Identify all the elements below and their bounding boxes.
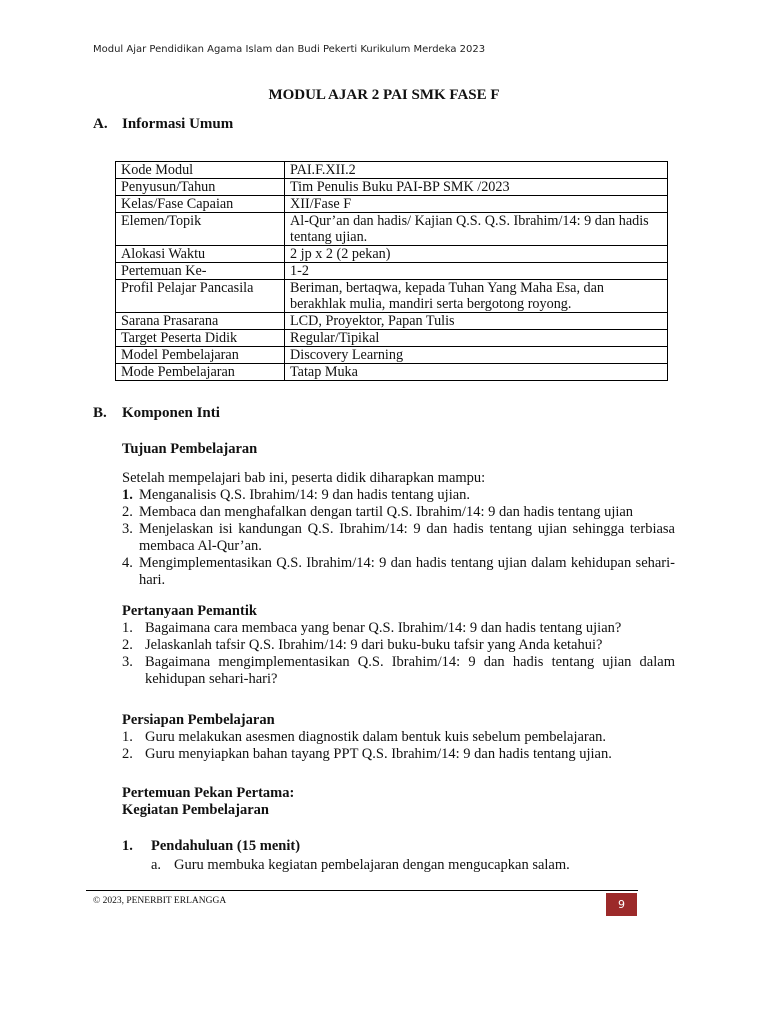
- table-key-cell: Kode Modul: [116, 162, 285, 179]
- kegiatan-heading: Kegiatan Pembelajaran: [122, 802, 269, 818]
- table-key-cell: Kelas/Fase Capaian: [116, 196, 285, 213]
- pertemuan-heading: Pertemuan Pekan Pertama:: [122, 785, 295, 801]
- list-item-text: Bagaimana cara membaca yang benar Q.S. Ibrahim/14: 9 dan hadis tentang ujian?: [145, 620, 622, 636]
- list-item-text: Guru melakukan asesmen diagnostik dalam bentuk kuis sebelum pembelajaran.: [145, 729, 607, 745]
- page-number: 9: [606, 893, 637, 916]
- table-key-cell: Sarana Prasarana: [116, 313, 285, 330]
- table-key-cell: Pertemuan Ke-: [116, 263, 285, 280]
- info-table: [115, 161, 668, 381]
- persiapan-block: [122, 712, 675, 763]
- list-item: 1. Guru melakukan asesmen diagnostik dalam bentuk kuis sebelum pembelajaran.: [122, 729, 675, 746]
- footer-copyright: © 2023, PENERBIT ERLANGGA: [93, 896, 227, 906]
- list-item: 1. Bagaimana cara membaca yang benar Q.S. Ibrahim/14: 9 dan hadis tentang ujian?: [122, 620, 675, 637]
- table-row: [116, 347, 668, 364]
- table-key-cell: Elemen/Topik: [116, 213, 285, 246]
- table-key-cell: Target Peserta Didik: [116, 330, 285, 347]
- list-item-text: Membaca dan menghafalkan dengan tartil Q.S. Ibrahim/14: 9 dan hadis tentang ujian: [139, 504, 634, 520]
- table-row: [116, 179, 668, 196]
- sub-text: Guru membuka kegiatan pembelajaran dengan mengucapkan salam.: [174, 857, 570, 873]
- table-value-cell: 2 jp x 2 (2 pekan): [285, 246, 668, 263]
- table-key-cell: Mode Pembelajaran: [116, 364, 285, 381]
- document-title: MODUL AJAR 2 PAI SMK FASE F: [268, 87, 500, 103]
- pertemuan-block: [122, 785, 675, 819]
- pertanyaan-heading: Pertanyaan Pemantik: [122, 603, 257, 619]
- info-table-body: [116, 162, 668, 381]
- table-value-cell: Regular/Tipikal: [285, 330, 668, 347]
- running-header: Modul Ajar Pendidikan Agama Islam dan Budi Pekerti Kurikulum Merdeka 2023: [93, 44, 486, 55]
- table-row: [116, 330, 668, 347]
- pertanyaan-list: [122, 620, 675, 688]
- table-row: [116, 196, 668, 213]
- tujuan-heading: Tujuan Pembelajaran: [122, 441, 258, 457]
- table-value-cell: Al-Qur’an dan hadis/ Kajian Q.S. Q.S. Ibrahim/14: 9 dan hadis tentang ujian.: [285, 213, 668, 246]
- list-item-text: Mengimplementasikan Q.S. Ibrahim/14: 9 dan hadis tentang ujian dalam kehidupan sehari-hari.: [139, 555, 675, 588]
- table-row: [116, 280, 668, 313]
- table-key-cell: Model Pembelajaran: [116, 347, 285, 364]
- footer-divider: [86, 890, 638, 891]
- list-item-text: Menjelaskan isi kandungan Q.S. Ibrahim/14: 9 dan hadis tentang ujian sehingga terbiasa membaca Al-Qur’an.: [139, 521, 675, 554]
- list-item: 4. Mengimplementasikan Q.S. Ibrahim/14: 9 dan hadis tentang ujian dalam kehidupan sehari-hari.: [122, 555, 675, 588]
- table-value-cell: LCD, Proyektor, Papan Tulis: [285, 313, 668, 330]
- table-row: [116, 162, 668, 179]
- table-key-cell: Profil Pelajar Pancasila: [116, 280, 285, 313]
- table-value-cell: Tatap Muka: [285, 364, 668, 381]
- table-row: [116, 213, 668, 246]
- table-value-cell: PAI.F.XII.2: [285, 162, 668, 179]
- section-b-letter: B.: [93, 405, 107, 421]
- sub-letter: a.: [151, 857, 162, 873]
- list-item-text: Bagaimana mengimplementasikan Q.S. Ibrahim/14: 9 dan hadis tentang ujian dalam kehidupan sehari-hari?: [145, 654, 675, 687]
- table-value-cell: Discovery Learning: [285, 347, 668, 364]
- section-b-title: Komponen Inti: [122, 405, 220, 421]
- table-row: [116, 313, 668, 330]
- table-value-cell: XII/Fase F: [285, 196, 668, 213]
- section-a-title: Informasi Umum: [122, 116, 234, 132]
- tujuan-block: [122, 441, 675, 589]
- section-a-letter: A.: [93, 116, 108, 132]
- list-item: 1. Menganalisis Q.S. Ibrahim/14: 9 dan hadis tentang ujian.: [122, 487, 675, 504]
- list-item: 2. Membaca dan menghafalkan dengan tartil Q.S. Ibrahim/14: 9 dan hadis tentang ujian: [122, 504, 675, 521]
- table-value-cell: Beriman, bertaqwa, kepada Tuhan Yang Maha Esa, dan berakhlak mulia, mandiri serta bergotong royong.: [285, 280, 668, 313]
- list-item: 3. Menjelaskan isi kandungan Q.S. Ibrahim/14: 9 dan hadis tentang ujian sehingga terbiasa membaca Al-Qur’an.: [122, 521, 675, 554]
- step-number: 1.: [122, 838, 133, 854]
- table-key-cell: Alokasi Waktu: [116, 246, 285, 263]
- list-item-text: Guru menyiapkan bahan tayang PPT Q.S. Ibrahim/14: 9 dan hadis tentang ujian.: [145, 746, 612, 762]
- table-row: [116, 246, 668, 263]
- list-item: 3. Bagaimana mengimplementasikan Q.S. Ibrahim/14: 9 dan hadis tentang ujian dalam kehidupan sehari-hari?: [122, 654, 675, 687]
- list-item-text: Menganalisis Q.S. Ibrahim/14: 9 dan hadis tentang ujian.: [139, 487, 471, 503]
- table-row: [116, 263, 668, 280]
- step-title: Pendahuluan (15 menit): [151, 838, 301, 854]
- list-item-text: Jelaskanlah tafsir Q.S. Ibrahim/14: 9 dari buku-buku tafsir yang Anda ketahui?: [145, 637, 603, 653]
- table-key-cell: Penyusun/Tahun: [116, 179, 285, 196]
- list-item: 2. Jelaskanlah tafsir Q.S. Ibrahim/14: 9 dari buku-buku tafsir yang Anda ketahui?: [122, 637, 675, 654]
- table-value-cell: Tim Penulis Buku PAI-BP SMK /2023: [285, 179, 668, 196]
- table-row: [116, 364, 668, 381]
- list-item: 2. Guru menyiapkan bahan tayang PPT Q.S. Ibrahim/14: 9 dan hadis tentang ujian.: [122, 746, 675, 763]
- table-value-cell: 1-2: [285, 263, 668, 280]
- persiapan-list: [122, 729, 675, 763]
- tujuan-list: [122, 487, 675, 589]
- pertanyaan-block: [122, 603, 675, 688]
- tujuan-intro: Setelah mempelajari bab ini, peserta didik diharapkan mampu:: [122, 470, 486, 486]
- persiapan-heading: Persiapan Pembelajaran: [122, 712, 275, 728]
